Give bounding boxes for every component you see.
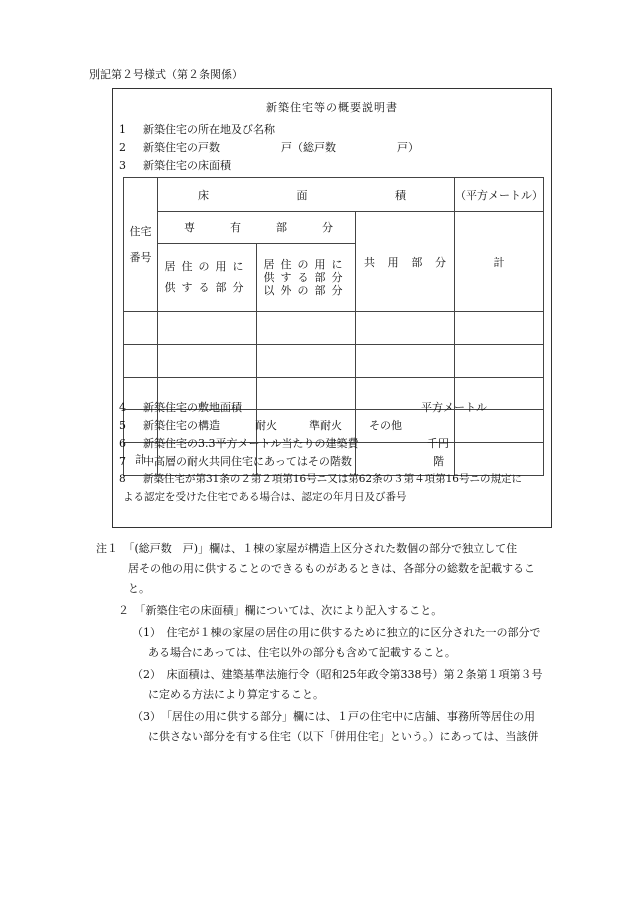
item-1: 1 新築住宅の所在地及び名称 — [119, 123, 275, 136]
item-6-unit: 千円 — [427, 437, 449, 450]
item-3: 3 新築住宅の床面積 — [119, 159, 231, 172]
item-2-unit2: 戸） — [397, 141, 419, 154]
form-heading: 別記第２号様式（第２条関係） — [89, 68, 243, 81]
item-5-option-semi-fireproof: 準耐火 — [309, 419, 342, 432]
table-cell[interactable] — [356, 344, 455, 377]
total-col-header: 計 — [455, 212, 544, 312]
unit-header: （平方メートル） — [455, 178, 544, 212]
form-title: 新築住宅等の概要説明書 — [266, 101, 398, 114]
note-line: （1） 住宅が１棟の家屋の居住の用に供するために独立的に区分された一の部分で — [132, 626, 541, 639]
note-line: 居その他の用に供することのできるものがあるときは、各部分の総数を記載するこ — [128, 562, 535, 575]
note-line: に定める方法により算定すること。 — [148, 688, 324, 701]
item-7: 7 中高層の耐火共同住宅にあってはその階数 — [119, 455, 352, 468]
table-cell[interactable] — [257, 377, 356, 410]
note-line: ある場合にあっては、住宅以外の部分も含めて記載すること。 — [148, 646, 456, 659]
table-cell[interactable] — [124, 344, 158, 377]
note-line: に供さない部分を有する住宅（以下「併用住宅」という。）にあっては、当該併 — [148, 730, 539, 743]
common-header: 共 用 部 分 — [356, 212, 455, 312]
item-5-option-other: その他 — [369, 419, 402, 432]
table-cell[interactable] — [455, 344, 544, 377]
item-8-continued: よる認定を受けた住宅である場合は、認定の年月日及び番号 — [123, 491, 407, 503]
note-line: （2） 床面積は、建築基準法施行令（昭和25年政令第338号）第２条第１項第３号 — [132, 668, 543, 681]
table-cell[interactable] — [124, 312, 158, 345]
item-6: 6 新築住宅の3.3平方メートル当たりの建築費 — [119, 437, 359, 450]
form-box — [112, 88, 552, 528]
house-number-header: 住宅 番号 — [124, 178, 158, 312]
table-cell[interactable] — [257, 312, 356, 345]
table-cell[interactable] — [257, 344, 356, 377]
item-2-unit1: 戸（総戸数 — [281, 141, 336, 154]
item-5: 5 新築住宅の構造 — [119, 419, 220, 432]
item-7-unit: 階 — [433, 455, 444, 468]
residential-header: 居住の用に 供する部分 — [158, 243, 257, 311]
item-4-unit: 平方メートル — [421, 401, 487, 414]
table-cell[interactable] — [455, 312, 544, 345]
total-row-header: 計 — [124, 443, 158, 476]
item-4: 4 新築住宅の敷地面積 — [119, 401, 242, 414]
item-2: 2 新築住宅の戸数 — [119, 141, 220, 154]
table-cell[interactable] — [158, 312, 257, 345]
note-line: と。 — [128, 582, 150, 595]
floor-area-header: 床 面 積 — [158, 178, 455, 212]
note-line: （3） 「居住の用に供する部分」欄には、１戸の住宅中に店舗、事務所等居住の用 — [132, 710, 535, 723]
item-5-option-fireproof: 耐火 — [255, 419, 277, 432]
exclusive-header: 専 有 部 分 — [158, 212, 356, 243]
table-cell[interactable] — [158, 344, 257, 377]
table-cell[interactable] — [356, 312, 455, 345]
non-residential-header: 居住の用に 供する部分 以外の部分 — [257, 243, 356, 311]
item-8: 8 新築住宅が第31条の２第２項第16号ニ又は第62条の３第４項第16号ニの規定に — [119, 473, 522, 485]
note-line: ２ 「新築住宅の床面積」欄については、次により記入すること。 — [118, 604, 443, 617]
note-line: 注１ 「(総戸数 戸)」欄は、１棟の家屋が構造上区分された数個の部分で独立して住 — [96, 542, 518, 555]
